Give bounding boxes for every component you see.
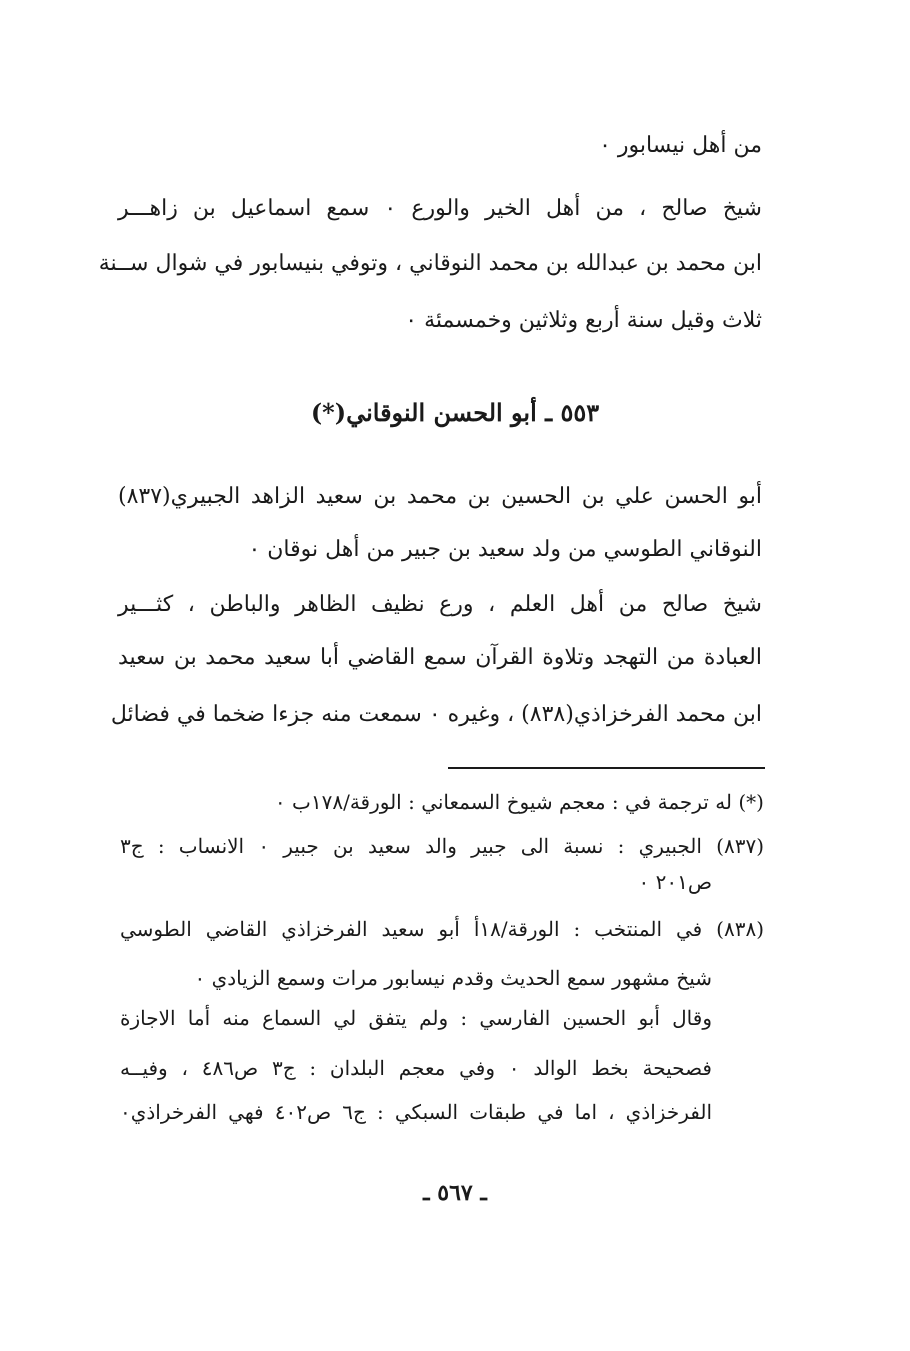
page-number: ـ ٥٦٧ ـ	[423, 1180, 487, 1206]
footnote-line: ص٢٠١ ٠	[638, 870, 712, 894]
text-line: من أهل نيسابور ٠	[599, 133, 762, 158]
footnote-line: الفرخزاذي ، اما في طبقات السبكي : ج٦ ص٤٠٢ فهي الفرخراذي٠	[120, 1100, 712, 1124]
footnote-line: شيخ مشهور سمع الحديث وقدم نيسابور مرات وسمع الزيادي ٠	[194, 966, 712, 990]
footnote-line: فصحيحة بخط الوالد ٠ وفي معجم البلدان : ج٣ ص٤٨٦ ، وفيــه	[120, 1056, 712, 1080]
footnote-line: (*) له ترجمة في : معجم شيوخ السمعاني : الورقة/١٧٨ب ٠	[274, 790, 764, 814]
text-line: شيخ صالح من أهل العلم ، ورع نظيف الظاهر والباطن ، كثـــير	[118, 592, 762, 617]
footnote-separator	[448, 767, 765, 769]
text-line: شيخ صالح ، من أهل الخير والورع ٠ سمع اسماعيل بن زاهـــر	[118, 196, 762, 221]
footnote-line: وقال أبو الحسين الفارسي : ولم يتفق لي السماع منه أما الاجازة	[120, 1006, 712, 1030]
text-line: ابن محمد الفرخزاذي(٨٣٨) ، وغيره ٠ سمعت منه جزءا ضخما في فضائل	[110, 702, 762, 727]
footnote-line: (٨٣٧) الجبيري : نسبة الى جبير والد سعيد بن جبير ٠ الانساب : ج٣	[120, 834, 764, 858]
text-line: أبو الحسن علي بن الحسين بن محمد بن سعيد الزاهد الجبيري(٨٣٧)	[118, 484, 762, 509]
text-line: ابن محمد بن عبدالله بن محمد النوقاني ، وتوفي بنيسابور في شوال ســنة	[98, 251, 762, 276]
footnote-line: (٨٣٨) في المنتخب : الورقة/١٨أ أبو سعيد الفرخزاذي القاضي الطوسي	[120, 917, 764, 941]
text-line: النوقاني الطوسي من ولد سعيد بن جبير من أهل نوقان ٠	[248, 537, 762, 562]
text-line: ثلاث وقيل سنة أربع وثلاثين وخمسمئة ٠	[405, 308, 762, 333]
entry-heading: ٥٥٣ ـ أبو الحسن النوقاني(*)	[310, 398, 600, 427]
text-line: العبادة من التهجد وتلاوة القرآن سمع القاضي أبا سعيد محمد بن سعيد	[118, 645, 762, 670]
